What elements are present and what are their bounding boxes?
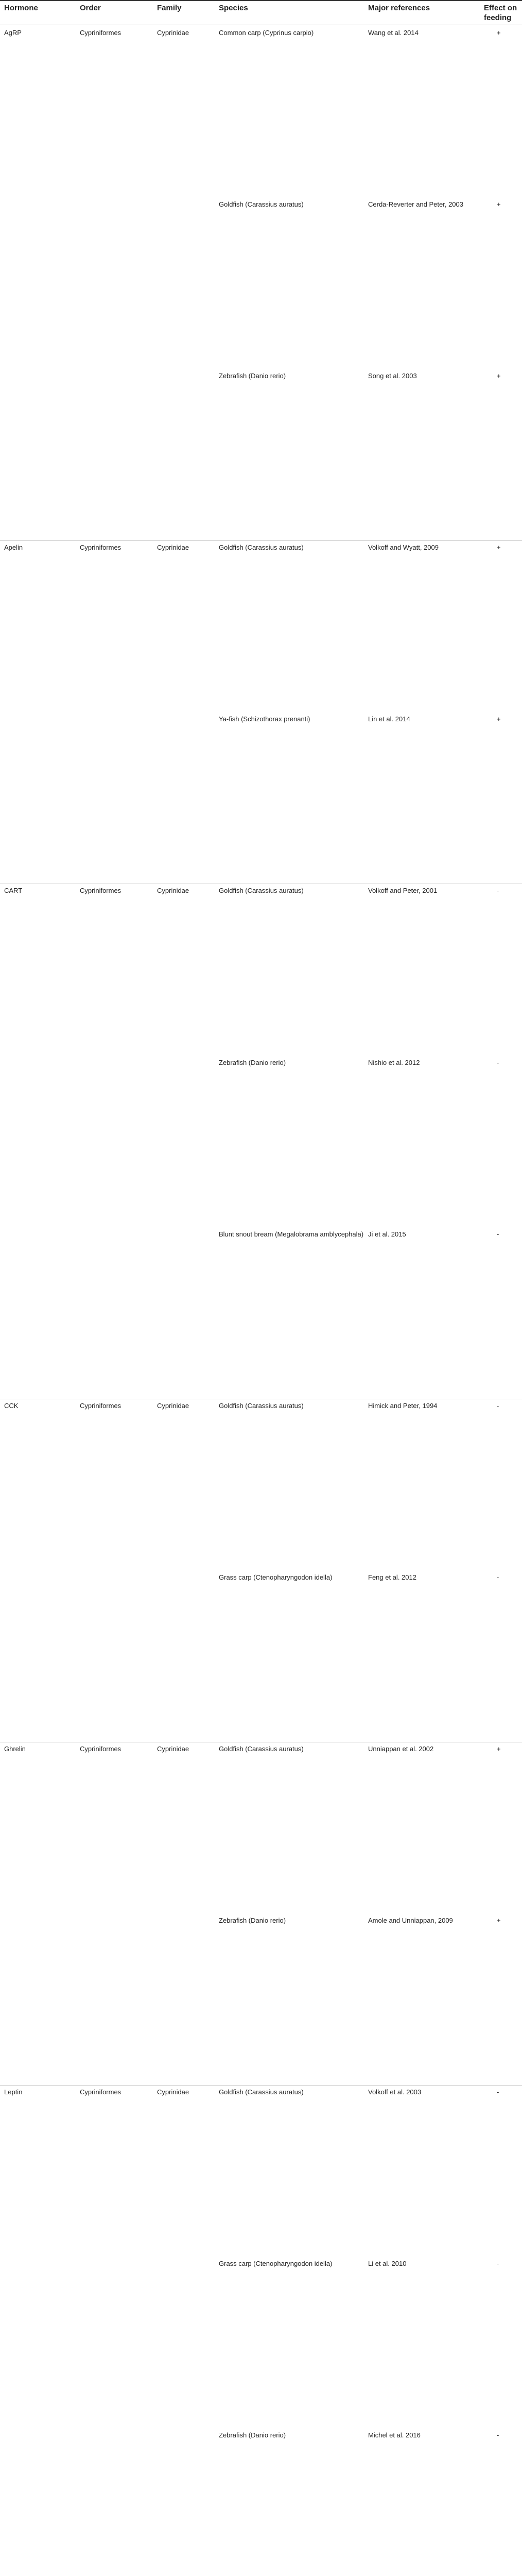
cell-order: Cypriniformes (80, 1401, 121, 1410)
cell-reference: Michel et al. 2016 (368, 2431, 421, 2439)
cell-effect: - (497, 1401, 499, 1410)
header-major-references: Major references (368, 4, 430, 12)
cell-species: Grass carp (Ctenopharyngodon idella) (219, 2260, 333, 2268)
cell-effect: - (497, 887, 499, 895)
header-effect-on-feeding: Effect on feeding (484, 4, 517, 22)
cell-reference: Nishio et al. 2012 (368, 1058, 420, 1066)
cell-order: Cypriniformes (80, 2088, 121, 2096)
cell-hormone: CCK (4, 1401, 19, 1410)
cell-species: Zebrafish (Danio rerio) (219, 1917, 286, 1924)
cell-species: Goldfish (Carassius auratus) (219, 2088, 304, 2096)
cell-reference: Himick and Peter, 1994 (368, 1401, 438, 1410)
cell-species: Blunt snout bream (Megalobrama amblycephala) (219, 1230, 364, 1238)
cell-family: Cyprinidae (157, 544, 189, 552)
cell-effect: + (497, 544, 501, 552)
cell-effect: + (497, 1917, 501, 1924)
cell-species: Goldfish (Carassius auratus) (219, 1744, 304, 1753)
cell-reference: Amole and Unniappan, 2009 (368, 1917, 453, 1924)
cell-family: Cyprinidae (157, 1401, 189, 1410)
group-separator (0, 540, 522, 541)
cell-species: Grass carp (Ctenopharyngodon idella) (219, 1573, 333, 1581)
cell-effect: - (497, 2088, 499, 2096)
cell-reference: Unniappan et al. 2002 (368, 1744, 434, 1753)
cell-hormone: AgRP (4, 29, 22, 37)
cell-hormone: Ghrelin (4, 1744, 26, 1753)
cell-hormone: Apelin (4, 544, 23, 552)
cell-species: Goldfish (Carassius auratus) (219, 887, 304, 895)
cell-species: Goldfish (Carassius auratus) (219, 1401, 304, 1410)
cell-species: Ya-fish (Schizothorax prenanti) (219, 715, 310, 723)
cell-order: Cypriniformes (80, 1744, 121, 1753)
cell-reference: Volkoff et al. 2003 (368, 2088, 422, 2096)
header-species: Species (219, 4, 248, 12)
cell-effect: - (497, 1230, 499, 1238)
cell-reference: Volkoff and Wyatt, 2009 (368, 544, 439, 552)
cell-species: Goldfish (Carassius auratus) (219, 200, 304, 209)
cell-reference: Feng et al. 2012 (368, 1573, 416, 1581)
cell-family: Cyprinidae (157, 29, 189, 37)
cell-effect: + (497, 715, 501, 723)
table-top-rule (0, 0, 522, 1)
cell-effect: - (497, 2431, 499, 2439)
cell-hormone: CART (4, 887, 23, 895)
header-family: Family (157, 4, 182, 12)
cell-effect: - (497, 2260, 499, 2268)
cell-effect: - (497, 1573, 499, 1581)
header-order: Order (80, 4, 101, 12)
cell-reference: Li et al. 2010 (368, 2260, 407, 2268)
cell-effect: + (497, 372, 501, 380)
cell-family: Cyprinidae (157, 2088, 189, 2096)
cell-reference: Song et al. 2003 (368, 372, 417, 380)
cell-effect: + (497, 200, 501, 209)
cell-reference: Wang et al. 2014 (368, 29, 419, 37)
cell-effect: + (497, 29, 501, 37)
cell-family: Cyprinidae (157, 1744, 189, 1753)
cell-species: Zebrafish (Danio rerio) (219, 372, 286, 380)
cell-species: Zebrafish (Danio rerio) (219, 2431, 286, 2439)
cell-effect: + (497, 1744, 501, 1753)
cell-species: Common carp (Cyprinus carpio) (219, 29, 314, 37)
cell-order: Cypriniformes (80, 544, 121, 552)
cell-species: Goldfish (Carassius auratus) (219, 544, 304, 552)
cell-hormone: Leptin (4, 2088, 23, 2096)
cell-reference: Volkoff and Peter, 2001 (368, 887, 438, 895)
header-hormone: Hormone (4, 4, 38, 12)
group-separator (0, 2085, 522, 2086)
cell-order: Cypriniformes (80, 887, 121, 895)
cell-species: Zebrafish (Danio rerio) (219, 1058, 286, 1066)
cell-effect: - (497, 1058, 499, 1066)
cell-order: Cypriniformes (80, 29, 121, 37)
cell-reference: Cerda-Reverter and Peter, 2003 (368, 200, 463, 209)
cell-family: Cyprinidae (157, 887, 189, 895)
cell-reference: Lin et al. 2014 (368, 715, 410, 723)
cell-reference: Ji et al. 2015 (368, 1230, 406, 1238)
